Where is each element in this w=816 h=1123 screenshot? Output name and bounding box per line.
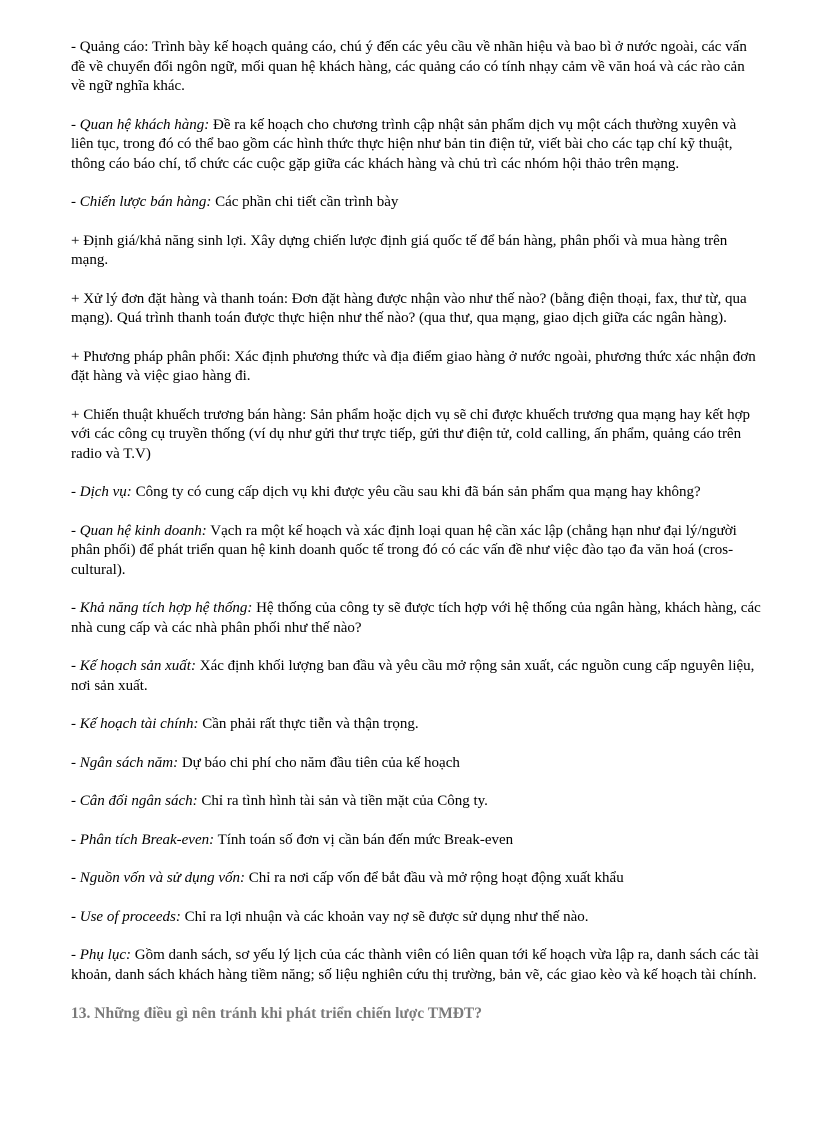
paragraph-distribution: + Phương pháp phân phối: Xác định phương thức và địa điểm giao hàng ở nước ngoài, phương thức xác nhận đơn đặt hàng và việc giao hàng đi.: [71, 348, 756, 384]
paragraph-order-processing: + Xử lý đơn đặt hàng và thanh toán: Đơn đặt hàng được nhận vào như thế nào? (bằng điện thoại, fax, thư từ, qua mạng). Quá trình thanh toán được thực hiện như thế nào? (qua thư, qua mạng, giao dịch giữa các ngân hàng).: [71, 290, 747, 326]
paragraph-financial-plan: - Kế hoạch tài chính: Cần phải rất thực tiễn và thận trọng.: [71, 716, 419, 732]
paragraph-service: - Dịch vụ: Công ty có cung cấp dịch vụ khi được yêu cầu sau khi đã bán sản phẩm qua mạng hay không?: [71, 484, 701, 500]
paragraph-production-plan: - Kế hoạch sản xuất: Xác định khối lượng ban đầu và yêu cầu mở rộng sản xuất, các nguồn cung cấp nguyên liệu, nơi sản xuất.: [71, 658, 755, 694]
paragraph-use-of-proceeds: - Use of proceeds: Chỉ ra lợi nhuận và các khoản vay nợ sẽ được sử dụng như thế nào.: [71, 908, 589, 925]
paragraph-pricing: + Định giá/khả năng sinh lợi. Xây dựng chiến lược định giá quốc tế để bán hàng, phân phối và mua hàng trên mạng.: [71, 232, 728, 268]
section-heading: 13. Những điều gì nên tránh khi phát triển chiến lược TMĐT?: [71, 1005, 483, 1022]
paragraph-appendix: - Phụ lục: Gồm danh sách, sơ yếu lý lịch của các thành viên có liên quan tới kế hoạch vừa lập ra, danh sách các tài khoản, danh sách khách hàng tiềm năng; số liệu nghiên cứu thị trường, bản vẽ, các giao kèo và kế hoạch tài chính.: [71, 947, 759, 983]
paragraph-break-even: - Phân tích Break-even: Tính toán số đơn vị cần bán đến mức Break-even: [71, 831, 514, 848]
paragraph-sales-strategy: - Chiến lược bán hàng: Các phần chi tiết cần trình bày: [71, 194, 399, 210]
paragraph-funding-sources: - Nguồn vốn và sử dụng vốn: Chỉ ra nơi cấp vốn để bắt đầu và mở rộng hoạt động xuất khẩu: [71, 870, 624, 886]
document-page: [71, 38, 761, 1024]
paragraph-budget-balance: - Cân đối ngân sách: Chỉ ra tình hình tài sản và tiền mặt của Công ty.: [71, 793, 488, 809]
paragraph-business-relations: - Quan hệ kinh doanh: Vạch ra một kế hoạch và xác định loại quan hệ cần xác lập (chẳng hạn như đại lý/người phân phối) để phát triển quan hệ kinh doanh quốc tế trong đó có các vấn đề như việc đào tạo đa văn hoá (cros-cultural).: [71, 522, 737, 578]
paragraph-customer-relations: - Quan hệ khách hàng: Đề ra kế hoạch cho chương trình cập nhật sản phẩm dịch vụ một cách thường xuyên và liên tục, trong đó có thể bao gồm các hình thức thực hiện như bản tin điện tử, viết bài cho các tạp chí kỹ thuật, thông cáo báo chí, tổ chức các cuộc gặp giữa các khách hàng và chủ trì các nhóm hội thảo trên mạng.: [71, 116, 737, 172]
paragraph-system-integration: - Khả năng tích hợp hệ thống: Hệ thống của công ty sẽ được tích hợp với hệ thống của ngân hàng, khách hàng, các nhà cung cấp và các nhà phân phối như thế nào?: [71, 600, 761, 636]
paragraph-annual-budget: - Ngân sách năm: Dự báo chi phí cho năm đầu tiên của kế hoạch: [71, 754, 460, 771]
paragraph-advertising: - Quảng cáo: Trình bày kế hoạch quảng cáo, chú ý đến các yêu cầu về nhãn hiệu và bao bì ở nước ngoài, các vấn đề về chuyển đổi ngôn ngữ, mối quan hệ khách hàng, các quảng cáo có tính nhạy cảm về văn hoá và các rào cản về ngữ nghĩa khác.: [71, 39, 747, 94]
paragraph-promotion: + Chiến thuật khuếch trương bán hàng: Sản phẩm hoặc dịch vụ sẽ chỉ được khuếch trương qua mạng hay kết hợp với các công cụ truyền thống (ví dụ như gửi thư trực tiếp, gửi thư điện tử, cold calling, ấn phẩm, quảng cáo trên radio và T.V): [71, 406, 750, 462]
